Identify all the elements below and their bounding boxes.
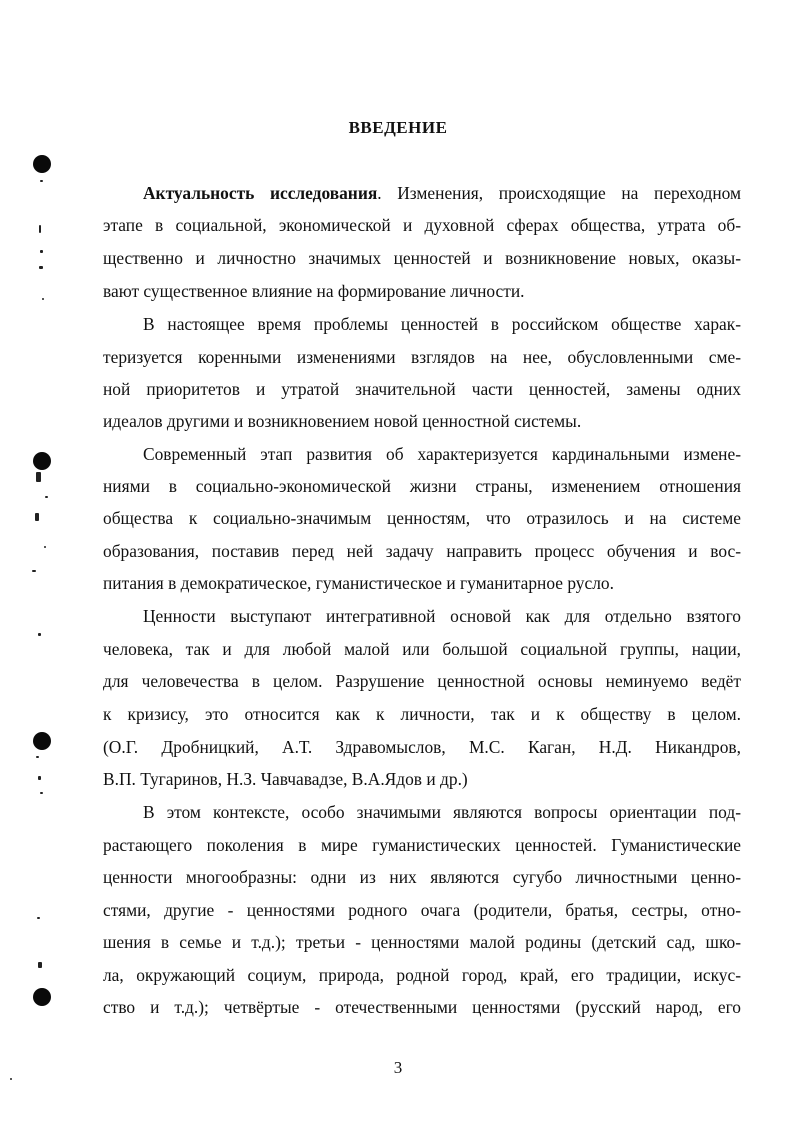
text-line: образования, поставив перед ней задачу направить процесс обучения и вос-	[103, 541, 741, 561]
text-line: человека, так и для любой малой или большой социальной группы, нации,	[103, 639, 741, 659]
key-term: Актуальность исследования	[143, 183, 378, 203]
scan-speck	[36, 472, 41, 482]
scan-speck	[35, 513, 39, 521]
text-line: щественно и личностно значимых ценностей и возникновение новых, оказы-	[103, 248, 741, 268]
scan-speck	[39, 225, 41, 233]
text-line: ниями в социально-экономической жизни страны, изменением отношения	[103, 476, 741, 496]
text-line: В настоящее время проблемы ценностей в российском обществе харак-	[143, 314, 741, 334]
text-line: ла, окружающий социум, природа, родной город, край, его традиции, искус-	[103, 965, 741, 985]
scan-speck	[10, 1078, 12, 1080]
text-line: (О.Г. Дробницкий, А.Т. Здравомыслов, М.С. Каган, Н.Д. Никандров,	[103, 737, 741, 757]
punch-hole	[33, 155, 51, 173]
scan-speck	[38, 776, 41, 780]
text-line: растающего поколения в мире гуманистических ценностей. Гуманистические	[103, 835, 741, 855]
punch-hole	[33, 452, 51, 470]
punch-hole	[33, 988, 51, 1006]
scan-speck	[40, 792, 43, 794]
text-line: ство и т.д.); четвёртые - отечественными ценностями (русский народ, его	[103, 997, 741, 1017]
text-line: для человечества в целом. Разрушение ценностной основы неминуемо ведёт	[103, 671, 741, 691]
text-line: теризуется коренными изменениями взглядов на нее, обусловленными сме-	[103, 347, 741, 367]
text-line: вают существенное влияние на формирование личности.	[103, 281, 525, 301]
text-line: Современный этап развития об характеризуется кардинальными измене-	[143, 444, 741, 464]
text-line: стями, другие - ценностями родного очага (родители, братья, сестры, отно-	[103, 900, 741, 920]
text-line: идеалов другими и возникновением новой ценностной системы.	[103, 411, 582, 431]
scan-speck	[39, 266, 43, 269]
text-line: шения в семье и т.д.); третьи - ценностями малой родины (детский сад, шко-	[103, 932, 741, 952]
scan-speck	[44, 546, 46, 548]
text-line: этапе в социальной, экономической и духовной сферах общества, утрата об-	[103, 215, 741, 235]
text-line: к кризису, это относится как к личности, так и к обществу в целом.	[103, 704, 741, 724]
scan-speck	[40, 250, 43, 253]
section-title: ВВЕДЕНИЕ	[348, 118, 448, 137]
text-line: ной приоритетов и утратой значительной части ценностей, замены одних	[103, 379, 741, 399]
text-line: Ценности выступают интегративной основой как для отдельно взятого	[143, 606, 741, 626]
text-line: питания в демократическое, гуманистическое и гуманитарное русло.	[103, 573, 614, 593]
punch-hole	[33, 732, 51, 750]
text-line: В.П. Тугаринов, Н.З. Чавчавадзе, В.А.Ядов и др.)	[103, 769, 468, 789]
scan-speck	[40, 180, 43, 182]
scan-speck	[37, 917, 40, 919]
scan-speck	[38, 633, 41, 636]
scan-speck	[38, 962, 42, 968]
text-line: ценности многообразны: одни из них являются сугубо личностными ценно-	[103, 867, 741, 887]
text-line: В этом контексте, особо значимыми являются вопросы ориентации под-	[143, 802, 741, 822]
text-line: Актуальность исследования. Изменения, происходящие на переходном	[143, 183, 741, 203]
text-line: общества к социально-значимым ценностям, что отразилось и на системе	[103, 508, 741, 528]
scan-speck	[36, 756, 39, 758]
scan-speck	[32, 570, 36, 572]
page-number: 3	[393, 1058, 403, 1077]
scan-speck	[45, 496, 48, 498]
scan-speck	[42, 298, 44, 300]
